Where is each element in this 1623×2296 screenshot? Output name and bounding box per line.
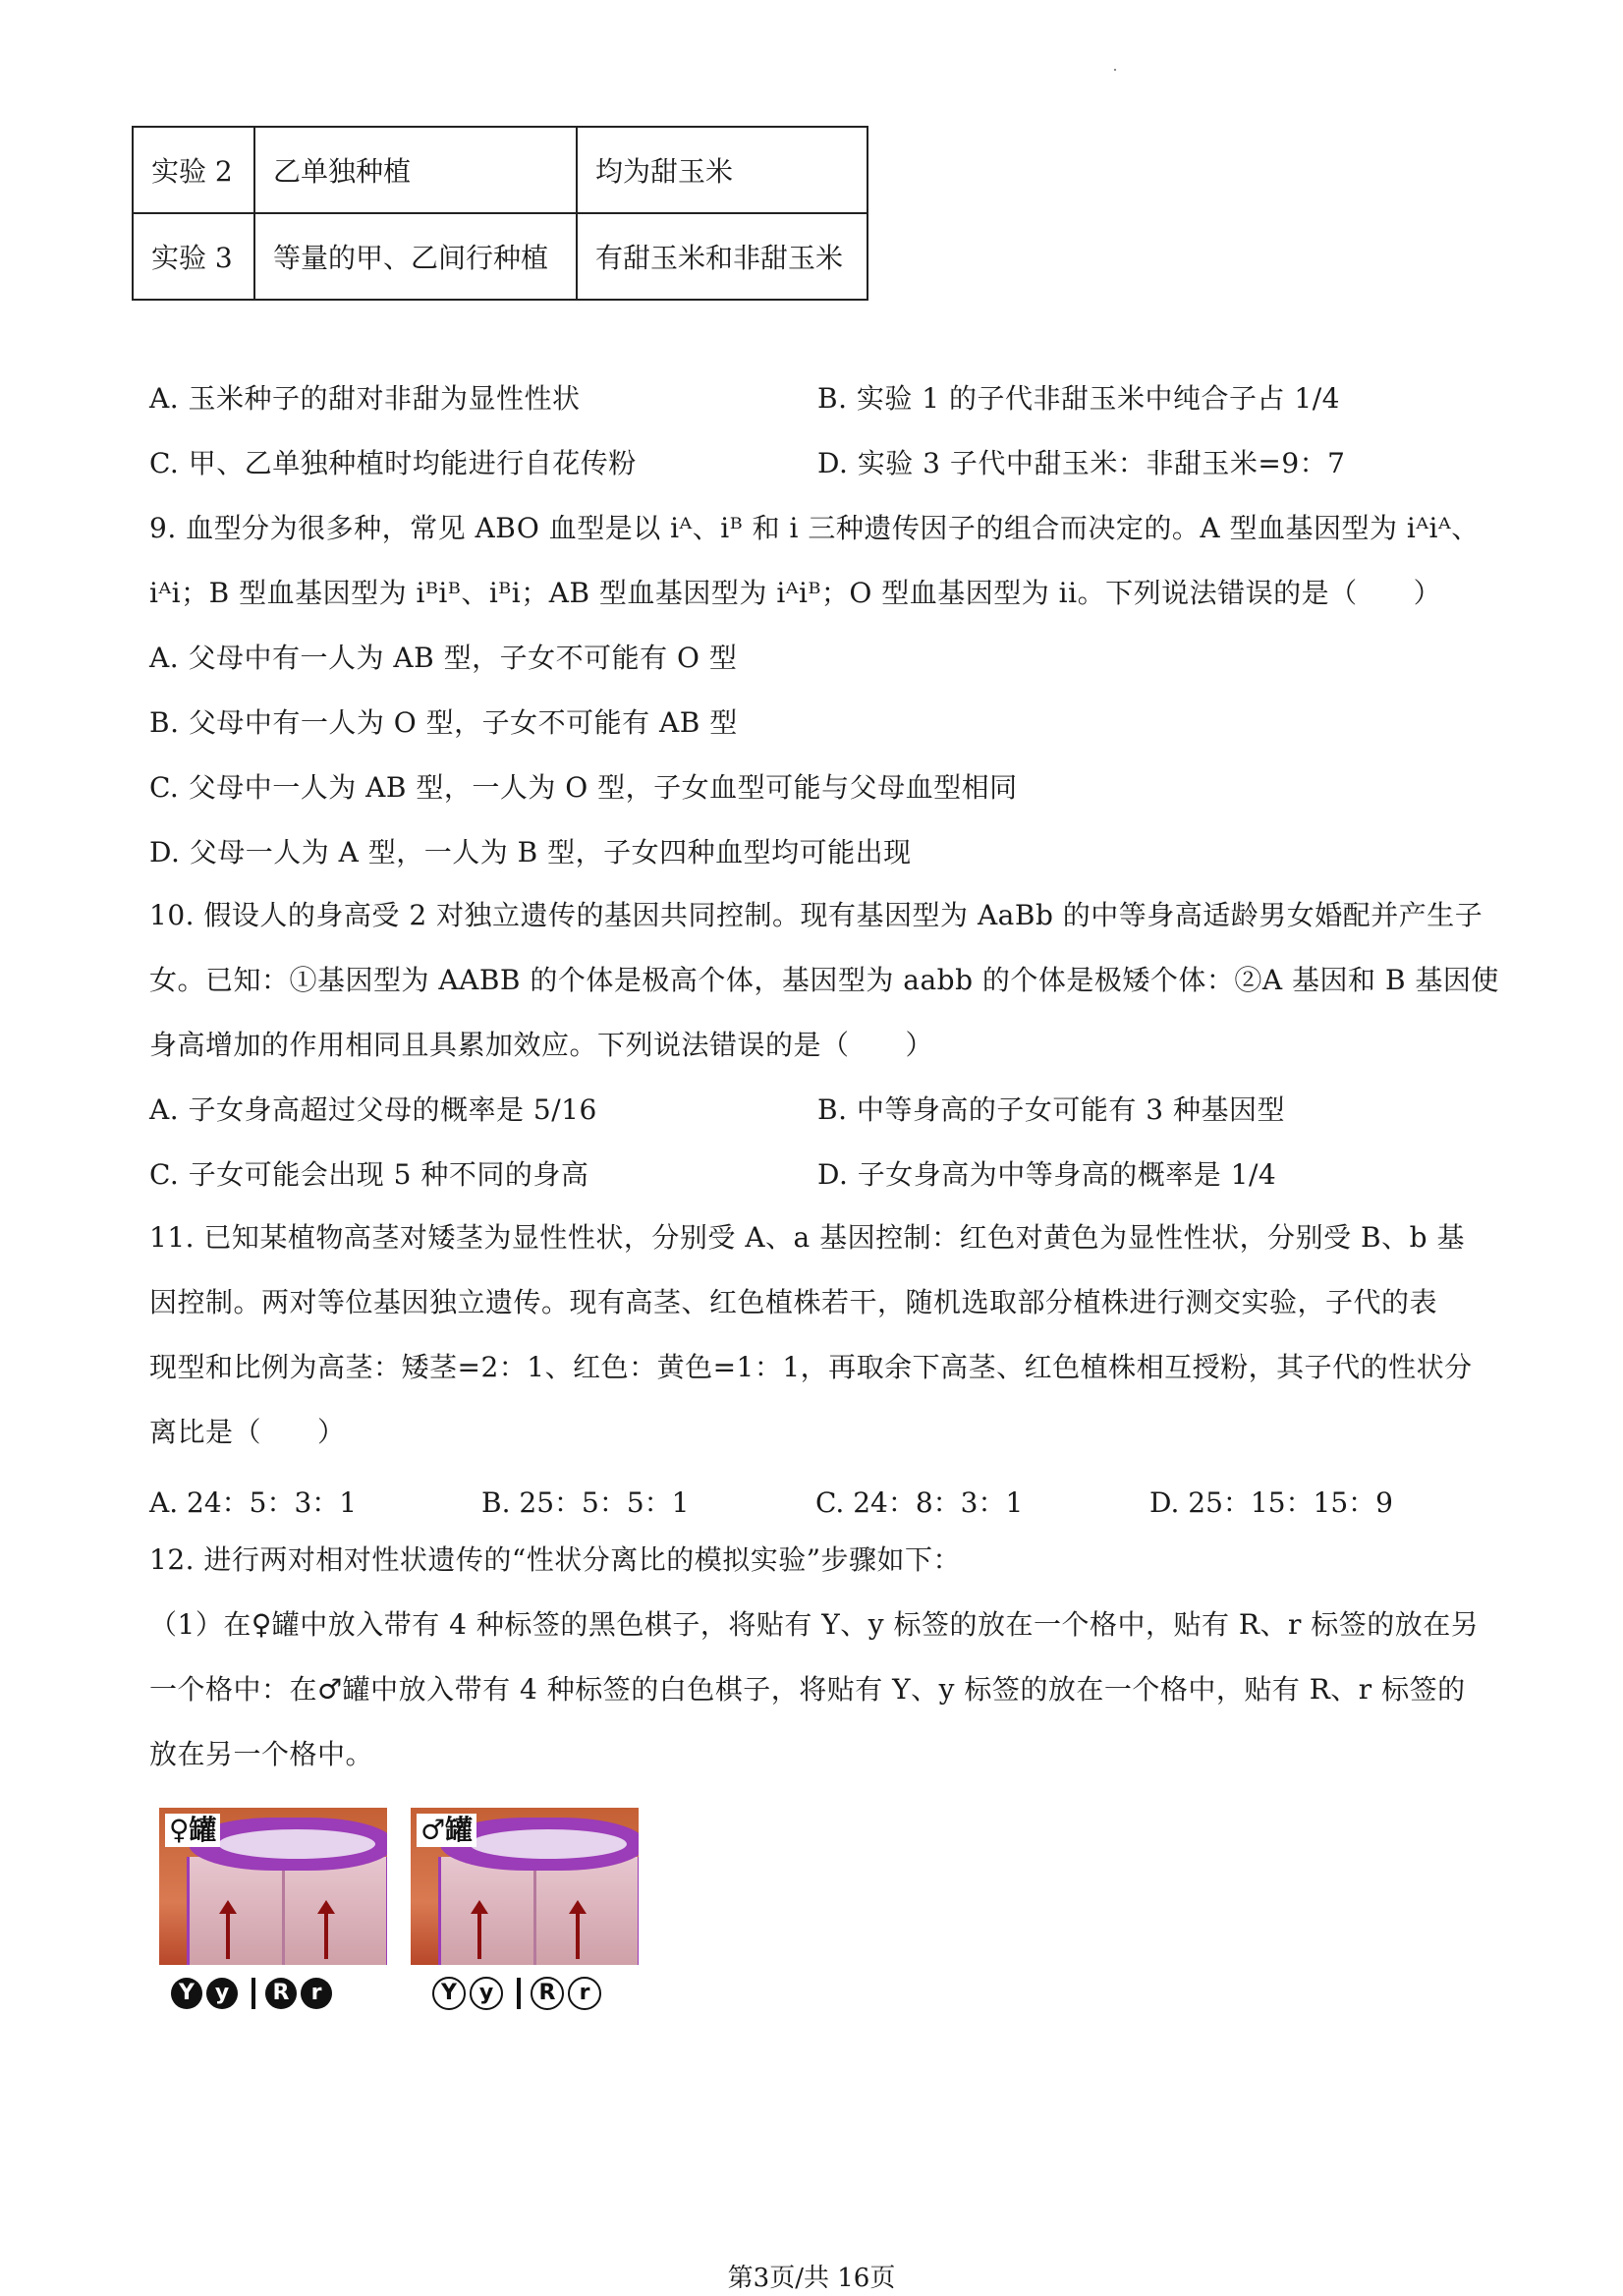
q10-stem-line1: 10. 假设人的身高受 2 对独立遗传的基因共同控制。现有基因型为 AaBb 的中等身高适龄男女婚配并产生子: [149, 899, 1483, 931]
q11-stem-line1: 11. 已知某植物高茎对矮茎为显性性状，分别受 A、a 基因控制：红色对黄色为显性性状，分别受 B、b 基: [149, 1221, 1465, 1254]
black-token: R: [265, 1978, 297, 2009]
q9-stem-line1: 9. 血型分为很多种，常见 ABO 血型是以 iᴬ、iᴮ 和 i 三种遗传因子的组合而决定的。A 型血基因型为 iᴬiᴬ、: [149, 512, 1480, 544]
arrow-icon: [324, 1910, 328, 1959]
separator-bar: [252, 1978, 255, 2009]
q9-option-c: C. 父母中一人为 AB 型，一人为 O 型，子女血型可能与父母血型相同: [149, 771, 1018, 804]
black-token: r: [301, 1978, 332, 2009]
table-row: [133, 127, 867, 213]
q8-option-b: B. 实验 1 的子代非甜玉米中纯合子占 1/4: [817, 382, 1340, 415]
q9-option-b: B. 父母中有一人为 O 型，子女不可能有 AB 型: [149, 706, 738, 739]
table-row: [133, 213, 867, 300]
white-token: r: [568, 1977, 601, 2010]
q10-option-d: D. 子女身高为中等身高的概率是 1/4: [817, 1158, 1277, 1191]
table-cell: 均为甜玉米: [577, 127, 867, 213]
jar-rim-inner: [218, 1829, 375, 1859]
q12-stem-line2: （1）在♀罐中放入带有 4 种标签的黑色棋子，将贴有 Y、y 标签的放在一个格中，贴有 R、r 标签的放在另: [149, 1608, 1480, 1641]
q9-option-d: D. 父母一人为 A 型，一人为 B 型，子女四种血型均可能出现: [149, 836, 912, 868]
q12-stem-line3: 一个格中：在♂罐中放入带有 4 种标签的白色棋子，将贴有 Y、y 标签的放在一个格中，贴有 R、r 标签的: [149, 1673, 1466, 1706]
q11-option-c: C. 24：8：3：1: [815, 1486, 1024, 1519]
q11-option-a: A. 24：5：3：1: [149, 1486, 358, 1519]
white-token: R: [531, 1977, 564, 2010]
table-cell: 乙单独种植: [254, 127, 577, 213]
black-token-row: [171, 1975, 336, 2009]
arrow-icon: [477, 1910, 481, 1959]
q8-option-c: C. 甲、乙单独种植时均能进行自花传粉: [149, 447, 637, 479]
arrow-icon: [576, 1910, 580, 1959]
black-token: y: [206, 1978, 238, 2009]
table-cell: 有甜玉米和非甜玉米: [577, 213, 867, 300]
table-cell: 实验 3: [133, 213, 254, 300]
q11-option-b: B. 25：5：5：1: [481, 1486, 690, 1519]
q10-stem-line2: 女。已知：①基因型为 AABB 的个体是极高个体，基因型为 aabb 的个体是极矮个体：②A 基因和 B 基因使: [149, 964, 1499, 996]
table-cell: 实验 2: [133, 127, 254, 213]
scan-dot: [1114, 69, 1116, 71]
female-jar-illustration: [159, 1808, 387, 1965]
q10-option-c: C. 子女可能会出现 5 种不同的身高: [149, 1158, 589, 1191]
q10-stem-line3: 身高增加的作用相同且具累加效应。下列说法错误的是（ ）: [149, 1029, 934, 1061]
separator-bar: [517, 1978, 521, 2009]
jar-body: [438, 1857, 639, 1965]
jar-body: [187, 1857, 387, 1965]
white-token: Y: [432, 1977, 466, 2010]
male-jar-illustration: [411, 1808, 639, 1965]
jar-rim-inner: [470, 1829, 627, 1859]
q11-stem-line3: 现型和比例为高茎：矮茎=2：1、红色：黄色=1：1，再取余下高茎、红色植株相互授粉，其子代的性状分: [149, 1351, 1473, 1383]
q12-stem-line1: 12. 进行两对相对性状遗传的“性状分离比的模拟实验”步骤如下：: [149, 1543, 962, 1576]
page-footer: 第3页/共 16页: [727, 2264, 896, 2293]
q11-option-d: D. 25：15：15：9: [1149, 1486, 1393, 1519]
q10-option-a: A. 子女身高超过父母的概率是 5/16: [149, 1093, 597, 1126]
q12-stem-line4: 放在另一个格中。: [149, 1738, 374, 1770]
jar-divider: [282, 1857, 285, 1965]
white-token-row: [432, 1975, 605, 2010]
black-token: Y: [171, 1978, 202, 2009]
q10-option-b: B. 中等身高的子女可能有 3 种基因型: [817, 1093, 1285, 1126]
arrow-icon: [226, 1910, 230, 1959]
q11-stem-line2: 因控制。两对等位基因独立遗传。现有高茎、红色植株若干，随机选取部分植株进行测交实验，子代的表: [149, 1286, 1438, 1318]
female-jar-label: ♀罐: [165, 1814, 220, 1847]
q11-stem-line4: 离比是（ ）: [149, 1416, 346, 1448]
jar-divider: [533, 1857, 536, 1965]
q8-option-d: D. 实验 3 子代中甜玉米：非甜玉米=9：7: [817, 447, 1346, 479]
table-cell: 等量的甲、乙间行种植: [254, 213, 577, 300]
q8-option-a: A. 玉米种子的甜对非甜为显性性状: [149, 382, 581, 415]
white-token: y: [470, 1977, 503, 2010]
q9-option-a: A. 父母中有一人为 AB 型，子女不可能有 O 型: [149, 642, 738, 674]
q9-stem-line2: iᴬi；B 型血基因型为 iᴮiᴮ、iᴮi；AB 型血基因型为 iᴬiᴮ；O 型血基因型为 ii。下列说法错误的是（ ）: [149, 577, 1442, 609]
male-jar-label: ♂罐: [417, 1814, 476, 1847]
experiment-table: [132, 126, 868, 301]
